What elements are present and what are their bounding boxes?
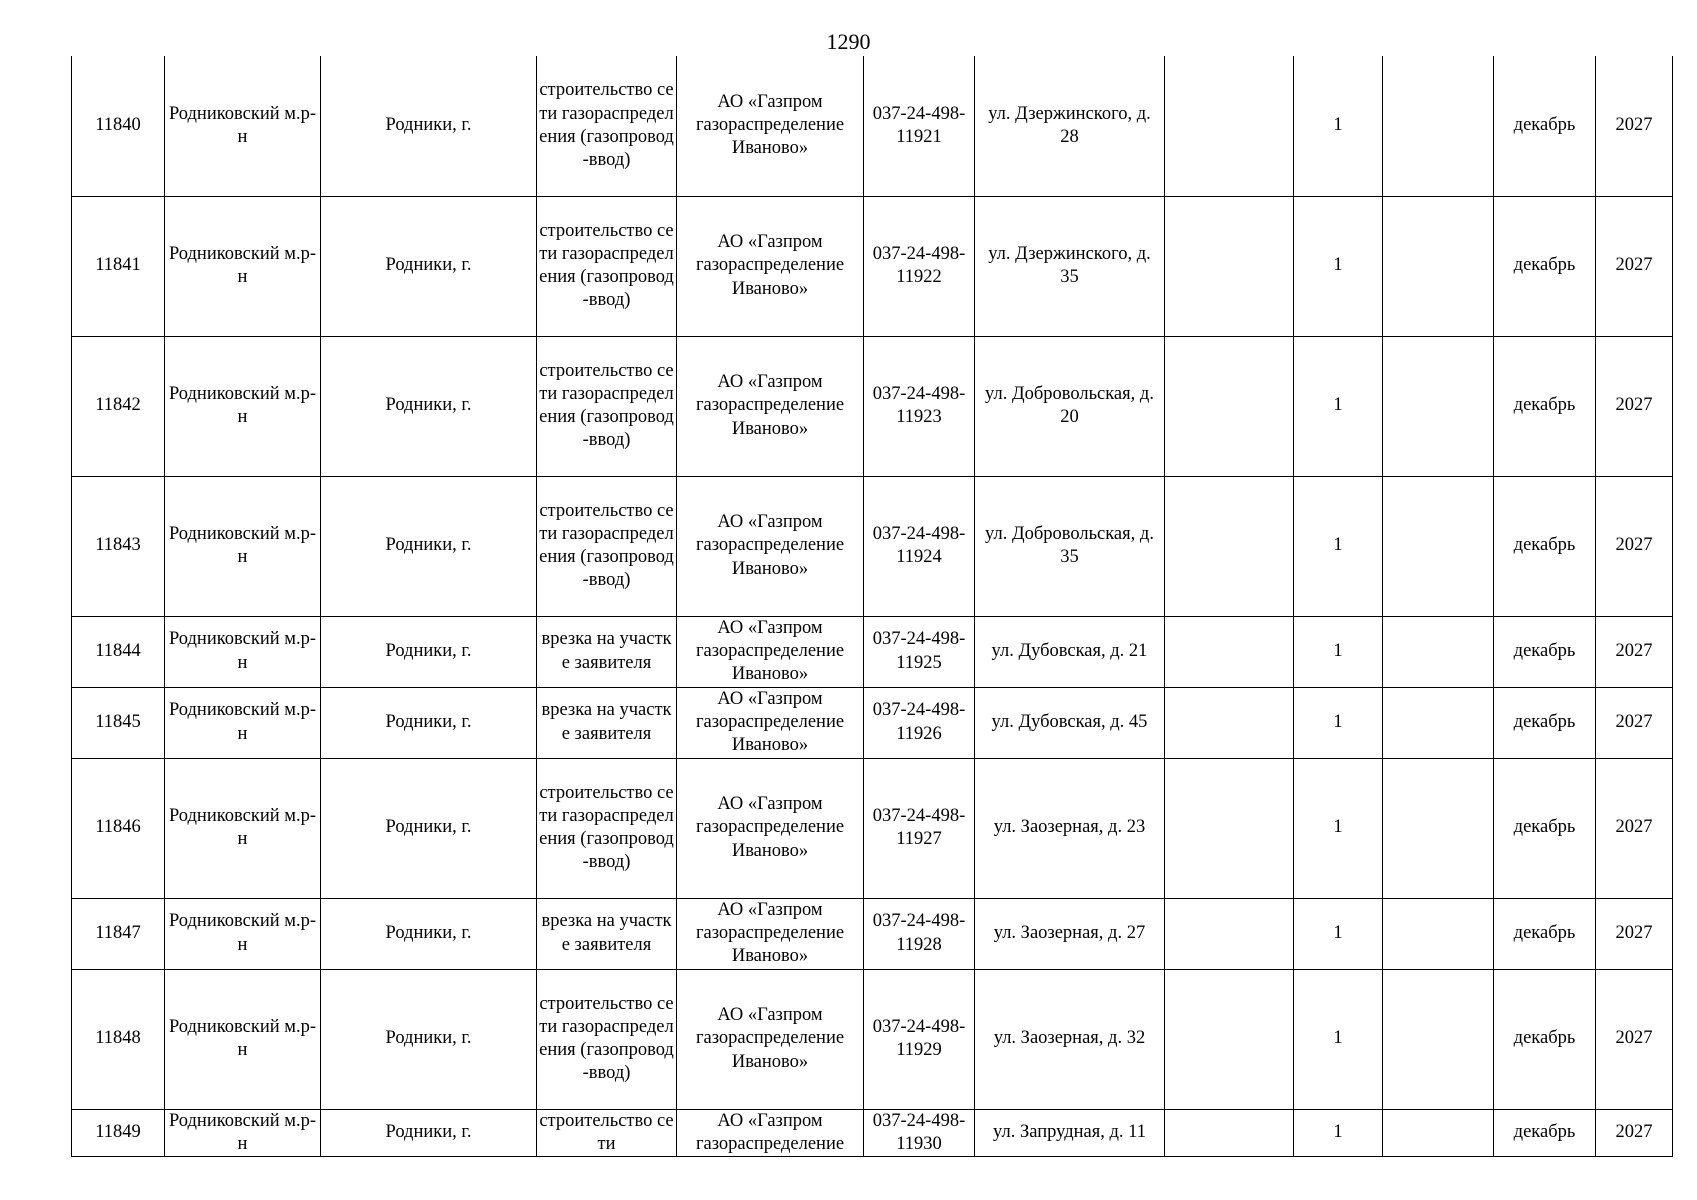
cell-empty-8	[1165, 758, 1294, 898]
cell-district: Родниковский м.р-н	[165, 616, 321, 687]
cell-address: ул. Дзержинского, д. 35	[975, 196, 1165, 336]
cell-district: Родниковский м.р-н	[165, 898, 321, 969]
cell-month: декабрь	[1494, 196, 1596, 336]
cell-empty-10	[1383, 969, 1494, 1109]
cell-year: 2027	[1596, 196, 1673, 336]
cell-settlement: Родники, г.	[321, 1109, 537, 1156]
cell-code: 037-24-498-11927	[864, 758, 975, 898]
cell-month: декабрь	[1494, 616, 1596, 687]
cell-month: декабрь	[1494, 898, 1596, 969]
table-row	[72, 758, 1673, 898]
cell-district: Родниковский м.р-н	[165, 336, 321, 476]
cell-year: 2027	[1596, 56, 1673, 196]
cell-code: 037-24-498-11921	[864, 56, 975, 196]
cell-empty-8	[1165, 898, 1294, 969]
cell-quantity: 1	[1294, 336, 1383, 476]
cell-work-type: врезка на участке заявителя	[537, 898, 677, 969]
cell-empty-10	[1383, 476, 1494, 616]
cell-quantity: 1	[1294, 687, 1383, 758]
cell-address: ул. Заозерная, д. 27	[975, 898, 1165, 969]
cell-quantity: 1	[1294, 969, 1383, 1109]
table-row	[72, 898, 1673, 969]
cell-number: 11844	[72, 616, 165, 687]
cell-year: 2027	[1596, 1109, 1673, 1156]
cell-empty-10	[1383, 196, 1494, 336]
cell-number: 11849	[72, 1109, 165, 1156]
cell-organization: АО «Газпром газораспределение Иваново»	[677, 336, 864, 476]
cell-empty-10	[1383, 616, 1494, 687]
cell-address: ул. Заозерная, д. 23	[975, 758, 1165, 898]
cell-work-type: строительство сети газораспределения (газопровод-ввод)	[537, 56, 677, 196]
cell-year: 2027	[1596, 687, 1673, 758]
cell-month: декабрь	[1494, 969, 1596, 1109]
cell-settlement: Родники, г.	[321, 616, 537, 687]
cell-empty-10	[1383, 1109, 1494, 1156]
cell-number: 11847	[72, 898, 165, 969]
cell-address: ул. Добровольская, д. 20	[975, 336, 1165, 476]
cell-district: Родниковский м.р-н	[165, 56, 321, 196]
cell-address: ул. Дубовская, д. 21	[975, 616, 1165, 687]
cell-organization: АО «Газпром газораспределение	[677, 1109, 864, 1156]
cell-empty-8	[1165, 969, 1294, 1109]
cell-empty-10	[1383, 898, 1494, 969]
cell-district: Родниковский м.р-н	[165, 758, 321, 898]
cell-quantity: 1	[1294, 616, 1383, 687]
cell-number: 11848	[72, 969, 165, 1109]
cell-work-type: строительство сети газораспределения (газопровод-ввод)	[537, 336, 677, 476]
cell-organization: АО «Газпром газораспределение Иваново»	[677, 758, 864, 898]
cell-empty-8	[1165, 687, 1294, 758]
cell-quantity: 1	[1294, 1109, 1383, 1156]
cell-district: Родниковский м.р-н	[165, 1109, 321, 1156]
cell-code: 037-24-498-11930	[864, 1109, 975, 1156]
cell-settlement: Родники, г.	[321, 56, 537, 196]
cell-year: 2027	[1596, 898, 1673, 969]
cell-quantity: 1	[1294, 898, 1383, 969]
cell-empty-8	[1165, 476, 1294, 616]
cell-address: ул. Дзержинского, д. 28	[975, 56, 1165, 196]
cell-address: ул. Запрудная, д. 11	[975, 1109, 1165, 1156]
cell-empty-10	[1383, 56, 1494, 196]
cell-code: 037-24-498-11926	[864, 687, 975, 758]
cell-number: 11840	[72, 56, 165, 196]
table-row	[72, 616, 1673, 687]
cell-month: декабрь	[1494, 687, 1596, 758]
cell-month: декабрь	[1494, 476, 1596, 616]
cell-number: 11846	[72, 758, 165, 898]
cell-organization: АО «Газпром газораспределение Иваново»	[677, 898, 864, 969]
table-row	[72, 476, 1673, 616]
cell-code: 037-24-498-11925	[864, 616, 975, 687]
cell-quantity: 1	[1294, 758, 1383, 898]
cell-empty-10	[1383, 758, 1494, 898]
cell-work-type: строительство сети газораспределения (газопровод-ввод)	[537, 969, 677, 1109]
cell-settlement: Родники, г.	[321, 758, 537, 898]
cell-work-type: врезка на участке заявителя	[537, 616, 677, 687]
cell-quantity: 1	[1294, 56, 1383, 196]
cell-empty-8	[1165, 336, 1294, 476]
cell-empty-8	[1165, 56, 1294, 196]
cell-settlement: Родники, г.	[321, 196, 537, 336]
cell-empty-8	[1165, 1109, 1294, 1156]
cell-code: 037-24-498-11929	[864, 969, 975, 1109]
cell-work-type: строительство сети газораспределения (газопровод-ввод)	[537, 196, 677, 336]
cell-organization: АО «Газпром газораспределение Иваново»	[677, 476, 864, 616]
cell-code: 037-24-498-11923	[864, 336, 975, 476]
cell-month: декабрь	[1494, 758, 1596, 898]
cell-quantity: 1	[1294, 476, 1383, 616]
cell-month: декабрь	[1494, 56, 1596, 196]
table-row	[72, 56, 1673, 196]
cell-address: ул. Заозерная, д. 32	[975, 969, 1165, 1109]
cell-number: 11845	[72, 687, 165, 758]
cell-year: 2027	[1596, 476, 1673, 616]
cell-organization: АО «Газпром газораспределение Иваново»	[677, 687, 864, 758]
table-row	[72, 336, 1673, 476]
cell-month: декабрь	[1494, 336, 1596, 476]
cell-year: 2027	[1596, 616, 1673, 687]
cell-year: 2027	[1596, 336, 1673, 476]
cell-empty-8	[1165, 196, 1294, 336]
cell-number: 11843	[72, 476, 165, 616]
cell-district: Родниковский м.р-н	[165, 687, 321, 758]
cell-address: ул. Дубовская, д. 45	[975, 687, 1165, 758]
cell-organization: АО «Газпром газораспределение Иваново»	[677, 616, 864, 687]
table-row	[72, 969, 1673, 1109]
cell-district: Родниковский м.р-н	[165, 969, 321, 1109]
cell-settlement: Родники, г.	[321, 969, 537, 1109]
cell-number: 11842	[72, 336, 165, 476]
table-row	[72, 1109, 1673, 1156]
cell-settlement: Родники, г.	[321, 336, 537, 476]
registry-table	[71, 56, 1673, 1157]
cell-work-type: строительство сети газораспределения (газопровод-ввод)	[537, 758, 677, 898]
cell-settlement: Родники, г.	[321, 898, 537, 969]
table-row	[72, 196, 1673, 336]
cell-code: 037-24-498-11924	[864, 476, 975, 616]
cell-address: ул. Добровольская, д. 35	[975, 476, 1165, 616]
cell-year: 2027	[1596, 758, 1673, 898]
table-row	[72, 687, 1673, 758]
cell-quantity: 1	[1294, 196, 1383, 336]
cell-code: 037-24-498-11922	[864, 196, 975, 336]
cell-code: 037-24-498-11928	[864, 898, 975, 969]
cell-work-type: строительство сети газораспределения (газопровод-ввод)	[537, 476, 677, 616]
cell-month: декабрь	[1494, 1109, 1596, 1156]
cell-settlement: Родники, г.	[321, 687, 537, 758]
cell-organization: АО «Газпром газораспределение Иваново»	[677, 196, 864, 336]
cell-work-type: строительство сети	[537, 1109, 677, 1156]
page-number: 1290	[826, 29, 871, 54]
cell-settlement: Родники, г.	[321, 476, 537, 616]
cell-empty-8	[1165, 616, 1294, 687]
cell-year: 2027	[1596, 969, 1673, 1109]
cell-empty-10	[1383, 687, 1494, 758]
cell-district: Родниковский м.р-н	[165, 196, 321, 336]
cell-work-type: врезка на участке заявителя	[537, 687, 677, 758]
cell-district: Родниковский м.р-н	[165, 476, 321, 616]
cell-organization: АО «Газпром газораспределение Иваново»	[677, 56, 864, 196]
cell-number: 11841	[72, 196, 165, 336]
cell-organization: АО «Газпром газораспределение Иваново»	[677, 969, 864, 1109]
cell-empty-10	[1383, 336, 1494, 476]
